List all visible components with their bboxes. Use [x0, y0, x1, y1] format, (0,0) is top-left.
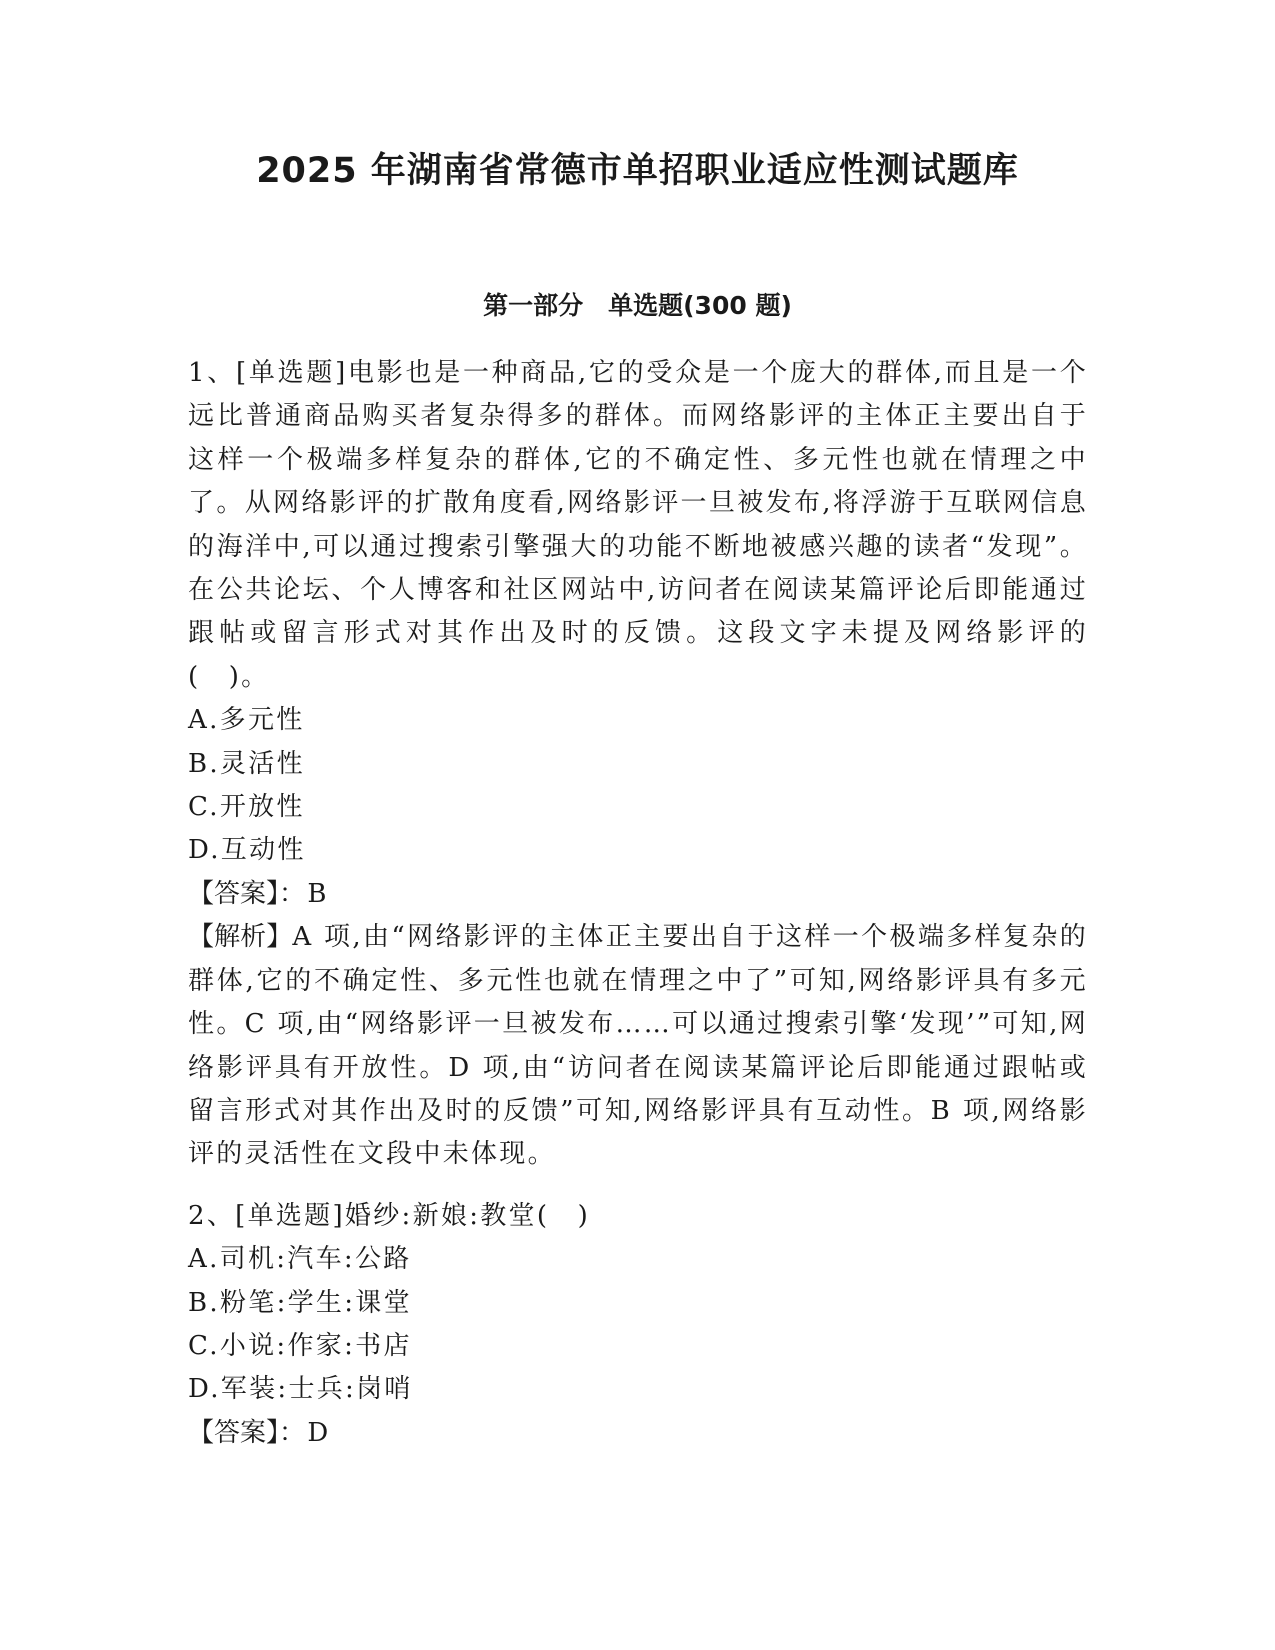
answer-value: ：D [279, 1417, 331, 1448]
question-item [188, 1195, 1088, 1455]
question-item [188, 352, 1088, 1177]
question-stem: 2、[单选题]婚纱:新娘:教堂( ) [188, 1200, 591, 1231]
analysis-label: 【解析】 [188, 922, 293, 953]
option-a: A.多元性 [188, 705, 305, 736]
question-spacer [188, 1177, 1088, 1195]
document-title: 2025 年湖南省常德市单招职业适应性测试题库 [256, 151, 1019, 191]
answer-label: 【答案】 [188, 878, 280, 909]
analysis-paragraph [188, 916, 1088, 1176]
answer-value: ：B [279, 878, 329, 909]
option-c: C.小说:作家:书店 [188, 1330, 412, 1361]
option-a: A.司机:汽车:公路 [188, 1244, 412, 1275]
answer-label: 【答案】 [188, 1417, 280, 1448]
answer-line [188, 873, 1088, 916]
option-b: B.灵活性 [188, 748, 305, 779]
question-list [188, 352, 1088, 1455]
option-d: D.互动性 [188, 835, 306, 866]
answer-line [188, 1412, 1088, 1455]
option-b: B.粉笔:学生:课堂 [188, 1287, 412, 1318]
section-heading: 第一部分 单选题(300 题) [483, 291, 792, 320]
analysis-text: A 项,由“网络影评的主体正主要出自于这样一个极端多样复杂的群体,它的不确定性、多元性也就在情理之中了”可知,网络影评具有多元性。C 项,由“网络影评一旦被发布……可以通过搜索引擎‘发现’”可知,网络影评具有开放性。D 项,由“访问者在阅读某篇评论后即能通过跟帖或留言形式对其作出及时的反馈”可知,网络影评具有互动性。B 项,网络影评的灵活性在文段中未体现。 [188, 922, 1088, 1170]
option-c: C.开放性 [188, 792, 305, 823]
question-stem: 1、[单选题]电影也是一种商品,它的受众是一个庞大的群体,而且是一个远比普通商品购买者复杂得多的群体。而网络影评的主体正主要出自于这样一个极端多样复杂的群体,它的不确定性、多元性也就在情理之中了。从网络影评的扩散角度看,网络影评一旦被发布,将浮游于互联网信息的海洋中,可以通过搜索引擎强大的功能不断地被感兴趣的读者“发现”。在公共论坛、个人博客和社区网站中,访问者在阅读某篇评论后即能通过跟帖或留言形式对其作出及时的反馈。这段文字未提及网络影评的( )。 [188, 358, 1088, 692]
option-d: D.军装:士兵:岗哨 [188, 1374, 413, 1405]
